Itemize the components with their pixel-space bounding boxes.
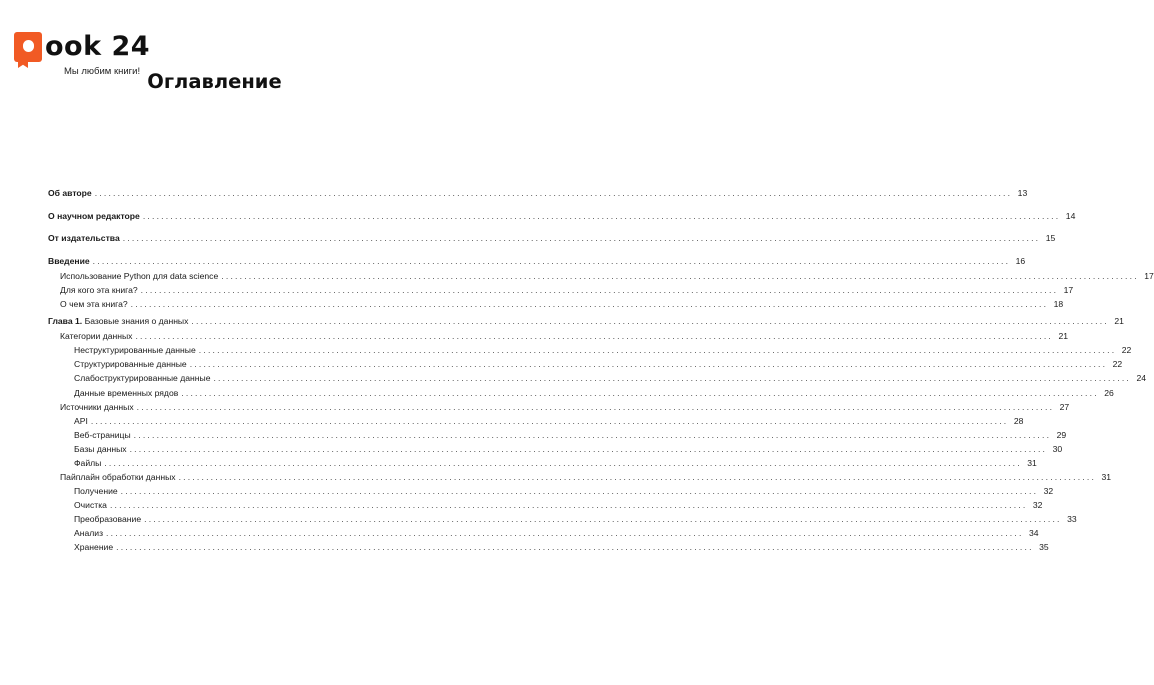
toc-page-number: 31 <box>1027 458 1037 468</box>
toc-page-number: 13 <box>1017 188 1028 198</box>
toc-entry-title: Пайплайн обработки данных <box>60 472 176 482</box>
dot-leader: ........................................................................................................................................................................................................ <box>129 444 1048 454</box>
toc-entry[interactable] <box>48 470 1112 484</box>
toc-page-number: 31 <box>1101 472 1112 482</box>
toc-entry[interactable] <box>48 297 1064 311</box>
dot-leader: ........................................................................................................................................................................................................ <box>142 211 1061 221</box>
dot-leader: ........................................................................................................................................................................................................ <box>94 188 1013 198</box>
toc-entry-title: О научном редакторе <box>48 211 140 221</box>
toc-entry[interactable] <box>48 357 1123 371</box>
toc-entry-title: Анализ <box>74 528 104 538</box>
dot-leader: ........................................................................................................................................................................................................ <box>133 430 1052 440</box>
toc-entry[interactable] <box>48 428 1067 442</box>
dot-leader: ........................................................................................................................................................................................................ <box>122 233 1041 243</box>
toc-entry[interactable] <box>48 186 1028 200</box>
toc-page-number: 17 <box>1063 285 1074 295</box>
toc-entry-title: Слабоструктурированные данные <box>74 373 211 383</box>
toc-entry-title: Преобразование <box>74 514 142 524</box>
toc-entry-title: Категории данных <box>60 331 133 341</box>
dot-leader: ........................................................................................................................................................................................................ <box>221 271 1139 281</box>
toc-entry[interactable] <box>48 414 1024 428</box>
page-title: Оглавление <box>147 70 282 93</box>
toc-entry-title: От издательства <box>48 233 120 243</box>
toc-entry[interactable] <box>48 484 1054 498</box>
dot-leader: ........................................................................................................................................................................................................ <box>130 299 1049 309</box>
dot-leader: ........................................................................................................................................................................................................ <box>144 514 1062 524</box>
toc-entry-title: Об авторе <box>48 188 92 198</box>
toc-entry[interactable] <box>48 254 1026 268</box>
toc-entry[interactable] <box>48 386 1114 400</box>
toc-entry[interactable] <box>48 269 1154 283</box>
toc-page-number: 28 <box>1013 416 1024 426</box>
toc-page-number: 26 <box>1104 388 1114 398</box>
toc-entry[interactable] <box>48 209 1076 223</box>
toc-page-number: 14 <box>1065 211 1076 221</box>
dot-leader: ........................................................................................................................................................................................................ <box>191 316 1109 326</box>
chapter-number: Глава 1. <box>48 316 83 326</box>
toc-page-number: 21 <box>1114 316 1124 326</box>
dot-leader: ........................................................................................................................................................................................................ <box>213 373 1131 383</box>
dot-leader: ........................................................................................................................................................................................................ <box>135 331 1053 341</box>
toc-entry[interactable] <box>48 231 1056 245</box>
toc-entry[interactable] <box>48 329 1068 343</box>
toc-entry-title: Неструктурированные данные <box>74 345 196 355</box>
toc-entry-title: Получение <box>74 486 118 496</box>
toc-page-number: 32 <box>1032 500 1043 510</box>
toc-entry-title: Введение <box>48 256 90 266</box>
toc-entry-title: Данные временных рядов <box>74 388 179 398</box>
dot-leader: ........................................................................................................................................................................................................ <box>116 542 1034 552</box>
logo-brand-text: ook 24 <box>45 31 151 62</box>
toc-entry[interactable] <box>48 442 1063 456</box>
toc-page-number: 35 <box>1039 542 1049 552</box>
toc-page-number: 30 <box>1052 444 1063 454</box>
toc-entry-title: Файлы <box>74 458 102 468</box>
dot-leader: ........................................................................................................................................................................................................ <box>90 416 1009 426</box>
toc-entry-title: Очистка <box>74 500 107 510</box>
toc-entry-title: API <box>74 416 88 426</box>
toc-entry-title <box>48 314 188 328</box>
toc-entry[interactable] <box>48 371 1146 385</box>
dot-leader: ........................................................................................................................................................................................................ <box>104 458 1022 468</box>
toc-entry[interactable] <box>48 526 1039 540</box>
toc-page-number: 27 <box>1059 402 1070 412</box>
dot-leader: ........................................................................................................................................................................................................ <box>92 256 1011 266</box>
toc-entry[interactable] <box>48 512 1077 526</box>
toc-page-number: 24 <box>1136 373 1146 383</box>
toc-page-number: 17 <box>1144 271 1154 281</box>
toc-page-number: 16 <box>1015 256 1026 266</box>
toc-page-number: 21 <box>1058 331 1068 341</box>
toc-entry-title: Для кого эта книга? <box>60 285 138 295</box>
dot-leader: ........................................................................................................................................................................................................ <box>109 500 1028 510</box>
toc-entry[interactable] <box>48 540 1049 554</box>
toc-entry-title: Структурированные данные <box>74 359 187 369</box>
toc-page-number: 22 <box>1112 359 1123 369</box>
logo-slogan: Мы любим книги! <box>64 66 141 77</box>
toc-page-number: 33 <box>1067 514 1077 524</box>
toc-entry-title: Использование Python для data science <box>60 271 219 281</box>
toc-page-number: 15 <box>1045 233 1056 243</box>
toc-entry[interactable] <box>48 343 1132 357</box>
dot-leader: ........................................................................................................................................................................................................ <box>120 486 1039 496</box>
toc-entry-title: Источники данных <box>60 402 134 412</box>
toc-page-number: 29 <box>1056 430 1067 440</box>
toc-page-number: 18 <box>1053 299 1064 309</box>
chapter-title: Базовые знания о данных <box>82 316 189 326</box>
dot-leader: ........................................................................................................................................................................................................ <box>136 402 1055 412</box>
dot-leader: ........................................................................................................................................................................................................ <box>189 359 1108 369</box>
toc-entry[interactable] <box>48 283 1074 297</box>
toc-entry[interactable] <box>48 456 1037 470</box>
dot-leader: ........................................................................................................................................................................................................ <box>198 345 1117 355</box>
toc-page-number: 22 <box>1121 345 1132 355</box>
toc-entry[interactable] <box>48 400 1070 414</box>
dot-leader: ........................................................................................................................................................................................................ <box>178 472 1097 482</box>
dot-leader: ........................................................................................................................................................................................................ <box>181 388 1099 398</box>
toc-entry-title: Веб-страницы <box>74 430 131 440</box>
dot-leader: ........................................................................................................................................................................................................ <box>106 528 1024 538</box>
toc-page-number: 34 <box>1028 528 1039 538</box>
toc-entry-title: Хранение <box>74 542 114 552</box>
toc-entry-title: О чем эта книга? <box>60 299 128 309</box>
toc-entry[interactable] <box>48 314 1124 328</box>
toc-page-number: 32 <box>1043 486 1054 496</box>
book-icon <box>14 32 42 62</box>
toc-entry[interactable] <box>48 498 1043 512</box>
dot-leader: ........................................................................................................................................................................................................ <box>140 285 1059 295</box>
toc-entry-title: Базы данных <box>74 444 127 454</box>
